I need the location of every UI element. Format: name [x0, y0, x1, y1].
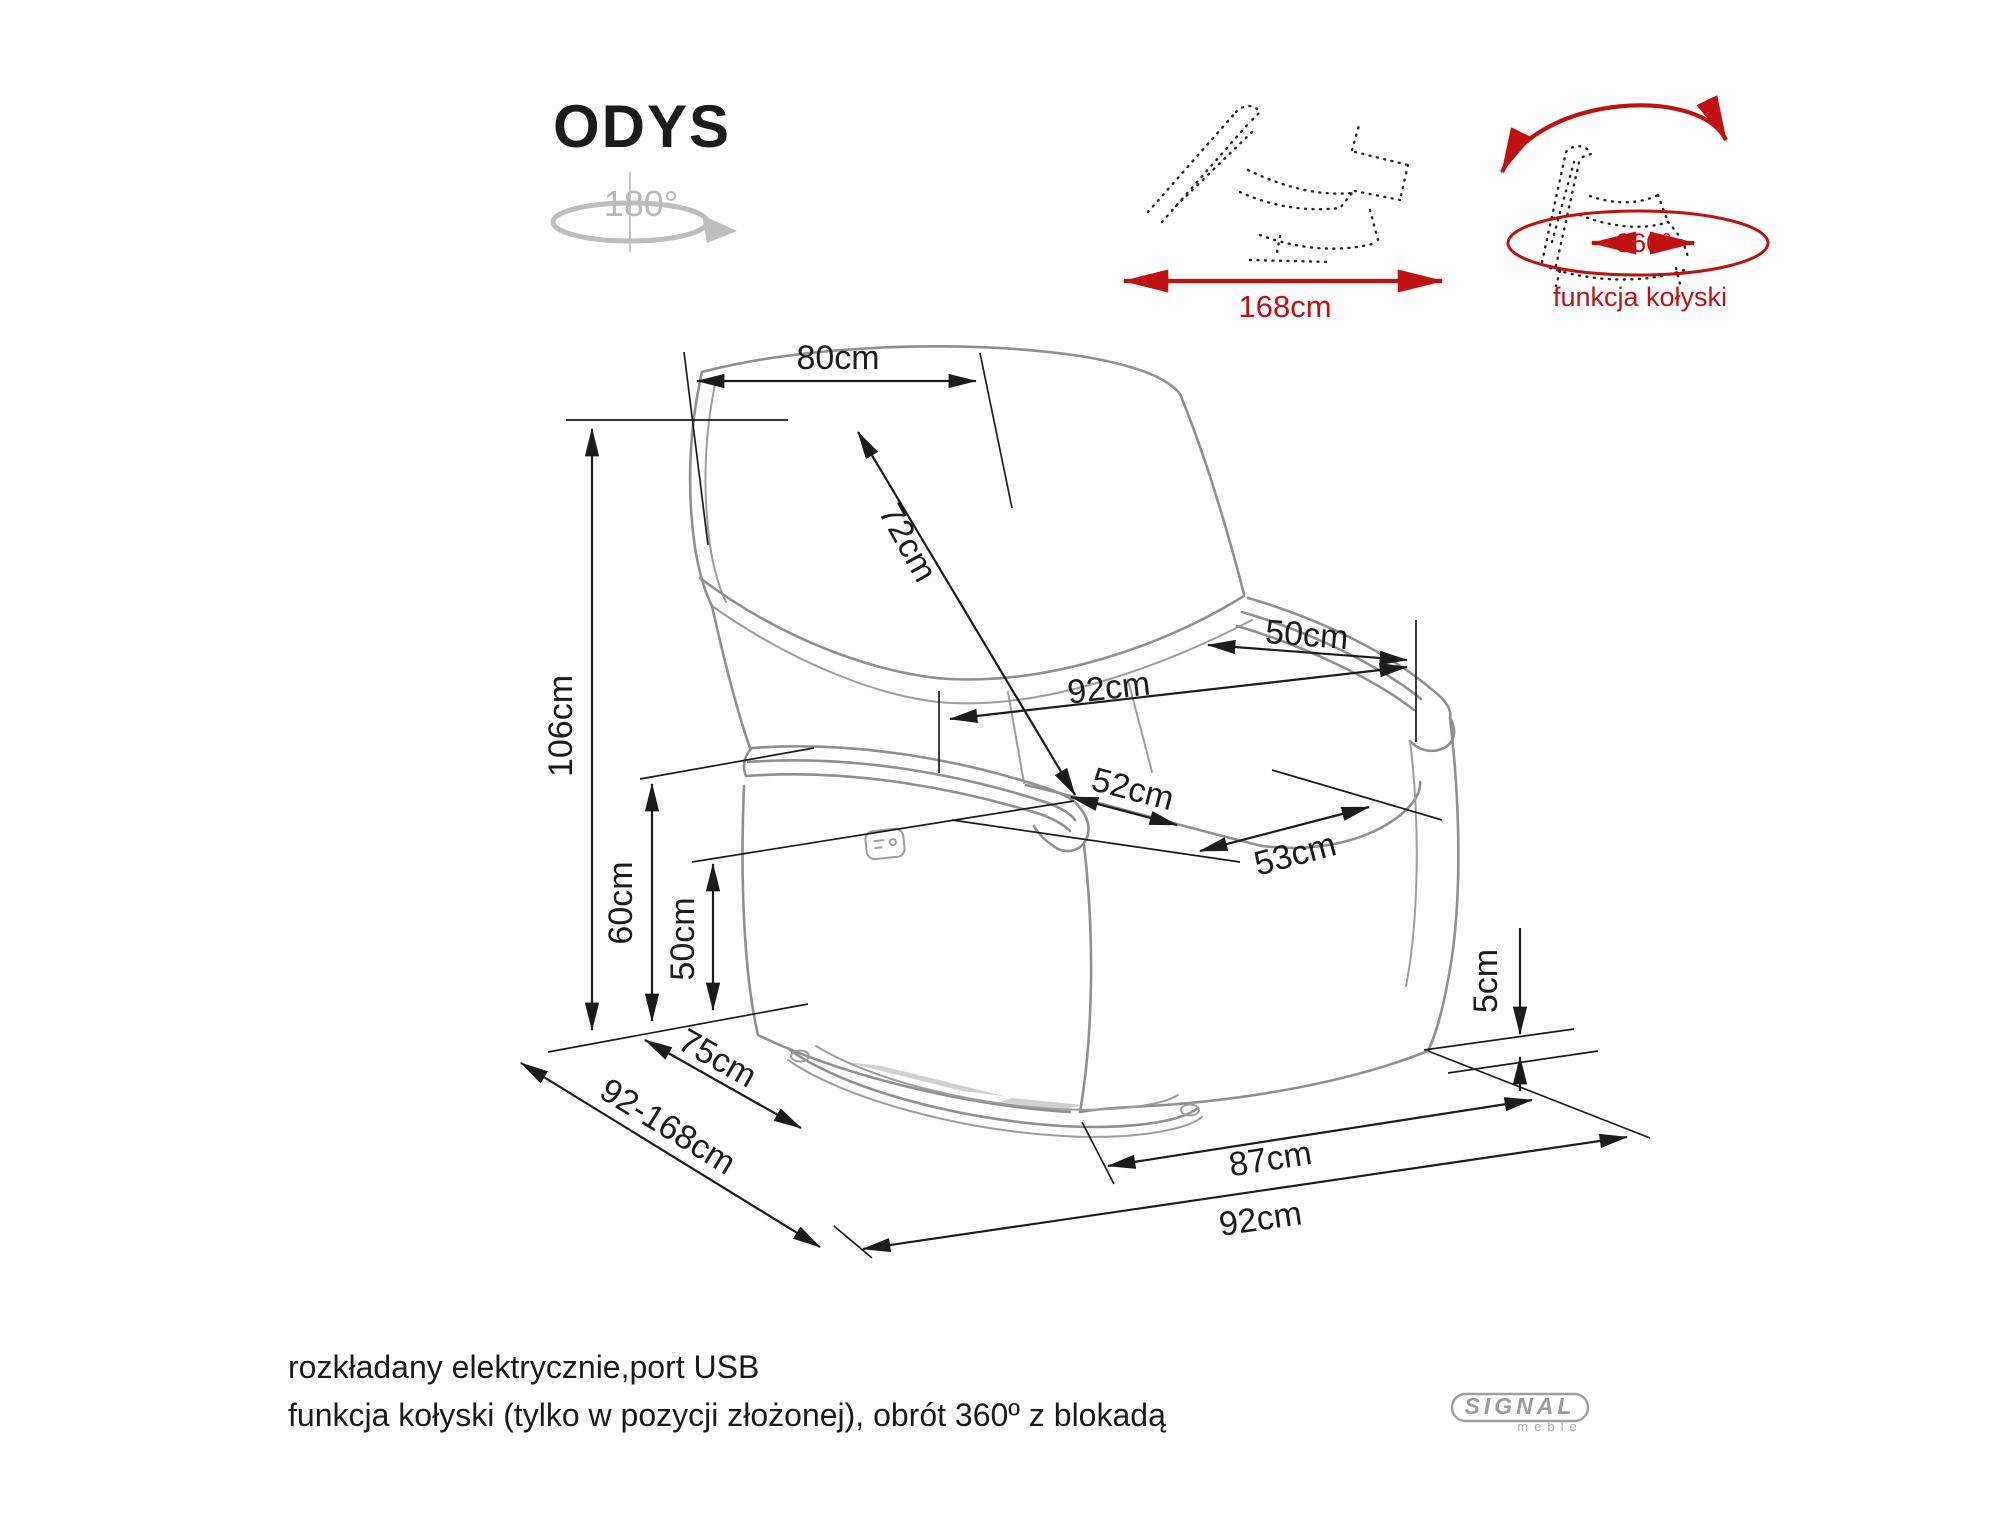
page-title: ODYS — [552, 93, 732, 160]
dim-label-seat-height: 50cm — [664, 897, 702, 981]
armchair-outline — [690, 346, 1458, 1137]
dim-label-floor-width: 92cm — [1216, 1194, 1305, 1244]
reclined-chair-sketch — [1148, 106, 1408, 262]
note-line-1: rozkładany elektrycznie,port USB — [288, 1349, 760, 1385]
dim-label-seat-depth: 75cm — [671, 1021, 763, 1096]
recline-length-dimension — [1124, 281, 1442, 324]
brand-logo — [1452, 1393, 1588, 1434]
dim-line-base-width — [1108, 1100, 1532, 1166]
rotation-angle-label: 180° — [603, 183, 679, 224]
dim-label-seat-width: 52cm — [1087, 760, 1178, 819]
dim-label-backrest-height: 72cm — [870, 497, 945, 589]
dim-label-backrest-top-width: 80cm — [796, 339, 880, 377]
rocking-caption: funkcja kołyski — [1552, 282, 1728, 312]
note-line-2: funkcja kołyski (tylko w pozycji złożonej), obrót 360º z blokadą — [288, 1397, 1166, 1433]
dim-line-backrest-height — [858, 432, 1075, 795]
logo-tagline-text: meble — [1517, 1419, 1583, 1434]
dim-line-reclined-depth-range — [521, 1063, 820, 1247]
dim-label-armrest-height: 60cm — [602, 861, 640, 945]
rocking-arc-arrow — [1502, 105, 1726, 172]
dim-label-total-height: 106cm — [542, 674, 580, 778]
dim-label-overall-width: 92cm — [1065, 664, 1153, 712]
recline-length-label: 168cm — [1238, 289, 1332, 324]
dim-label-reclined-depth-range: 92-168cm — [593, 1070, 743, 1183]
dim-label-base-width: 87cm — [1226, 1133, 1315, 1185]
dim-label-base-plate-height: 5cm — [1467, 948, 1505, 1014]
footer-notes — [288, 1349, 1166, 1433]
logo-brand-text: SIGNAL — [1464, 1393, 1576, 1419]
dim-line-overall-width — [950, 667, 1407, 719]
dim-label-headrest-width: 50cm — [1263, 612, 1350, 658]
rotation-180-icon — [553, 172, 737, 252]
swivel-angle-label: 360° — [1616, 228, 1672, 258]
swivel-360-graphic — [1502, 105, 1768, 312]
rotation-arrowhead — [702, 215, 737, 243]
dim-label-arm-to-arm: 53cm — [1250, 825, 1341, 884]
